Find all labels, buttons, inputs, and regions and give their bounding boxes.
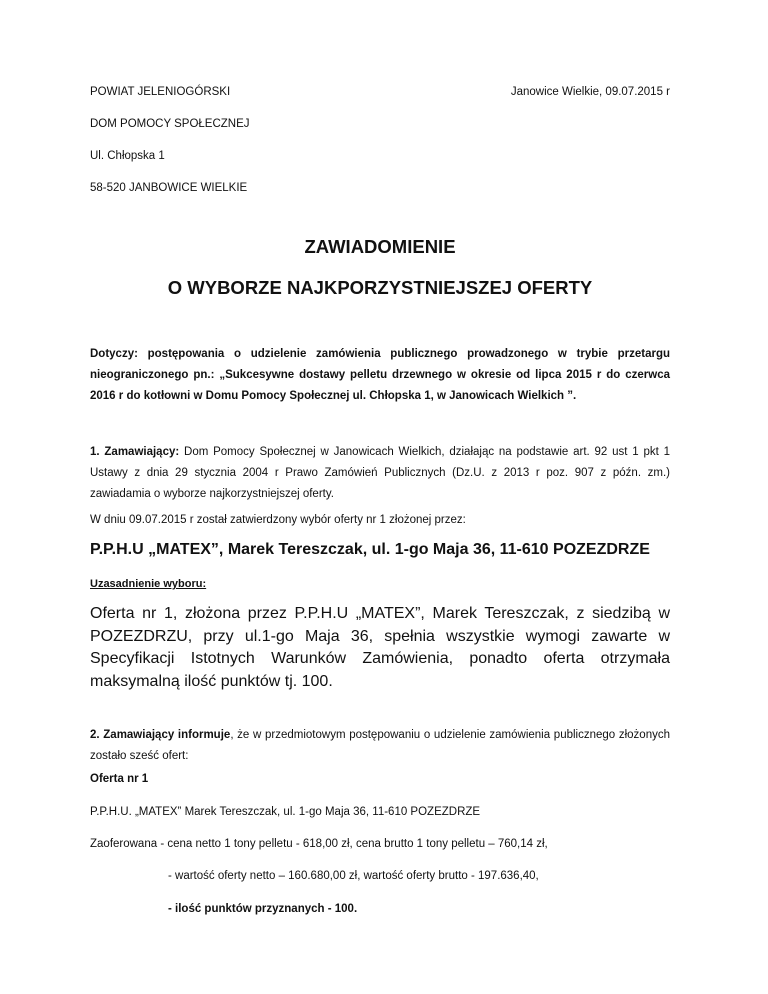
approval-date-text: W dniu 09.07.2015 r został zatwierdzony wybór oferty nr 1 złożonej przez:	[90, 514, 466, 526]
header-street: Ul. Chłopska 1	[90, 150, 165, 162]
document-subtitle: O WYBORZE NAJKPORZYSTNIEJSZEJ OFERTY	[167, 277, 593, 298]
section-2-label: 2. Zamawiający informuje	[90, 729, 231, 741]
header-city: 58-520 JANBOWICE WIELKIE	[90, 182, 248, 194]
offer-title: Oferta nr 1	[90, 773, 149, 785]
section-1-paragraph	[90, 442, 670, 505]
header-date: Janowice Wielkie, 09.07.2015 r	[510, 86, 670, 98]
section-1-label: 1. Zamawiający:	[90, 446, 180, 458]
justification-label: Uzasadnienie wyboru:	[90, 578, 207, 590]
justification-text: Oferta nr 1, złożona przez P.P.H.U „MATEX”, Marek Tereszczak, z siedzibą w POZEZDRZU, przy ul.1-go Maja 36, spełnia wszystkie wymogi zawarte w Specyfikacji Istotnych Warunków Zamówienia, ponadto oferta otrzymała maksymalną ilość punktów tj. 100.	[90, 605, 670, 690]
section-2-paragraph	[90, 725, 670, 767]
header-org-name: DOM POMOCY SPOŁECZNEJ	[90, 118, 250, 130]
offer-prices: Zaoferowana - cena netto 1 tony pelletu - 618,00 zł, cena brutto 1 tony pelletu – 760,14 zł,	[90, 838, 548, 850]
section-1-text: Dom Pomocy Społecznej w Janowicach Wielkich, działając na podstawie art. 92 ust 1 pkt 1 Ustawy z dnia 29 stycznia 2004 r Prawo Zamówień Publicznych (Dz.U. z 2013 r poz. 907 z późn. zm.) zawiadamia o wyborze najkorzystniejszej oferty.	[90, 446, 671, 500]
subject-paragraph: Dotyczy: postępowania o udzielenie zamówienia publicznego prowadzonego w trybie przetargu nieograniczonego pn.: „Sukcesywne dostawy pelletu drzewnego w okresie od lipca 2015 r do czerwca 2016 r do kotłowni w Domu Pomocy Społecznej ul. Chłopska 1, w Janowicach Wielkich ”.	[90, 348, 670, 402]
offer-address: P.P.H.U. „MATEX” Marek Tereszczak, ul. 1-go Maja 36, 11-610 POZEZDRZE	[90, 806, 481, 818]
header-org-county: POWIAT JELENIOGÓRSKI	[90, 86, 231, 98]
document-page	[90, 0, 670, 994]
document-title: ZAWIADOMIENIE	[304, 236, 456, 257]
winning-bidder: P.P.H.U „MATEX”, Marek Tereszczak, ul. 1-go Maja 36, 11-610 POZEZDRZE	[90, 541, 650, 558]
offer-values: - wartość oferty netto – 160.680,00 zł, wartość oferty brutto - 197.636,40,	[168, 870, 539, 882]
section-2-text: , że w przedmiotowym postępowaniu o udzielenie zamówienia publicznego złożonych zostało sześć ofert:	[90, 729, 670, 762]
offer-points: - ilość punktów przyznanych - 100.	[168, 903, 358, 915]
